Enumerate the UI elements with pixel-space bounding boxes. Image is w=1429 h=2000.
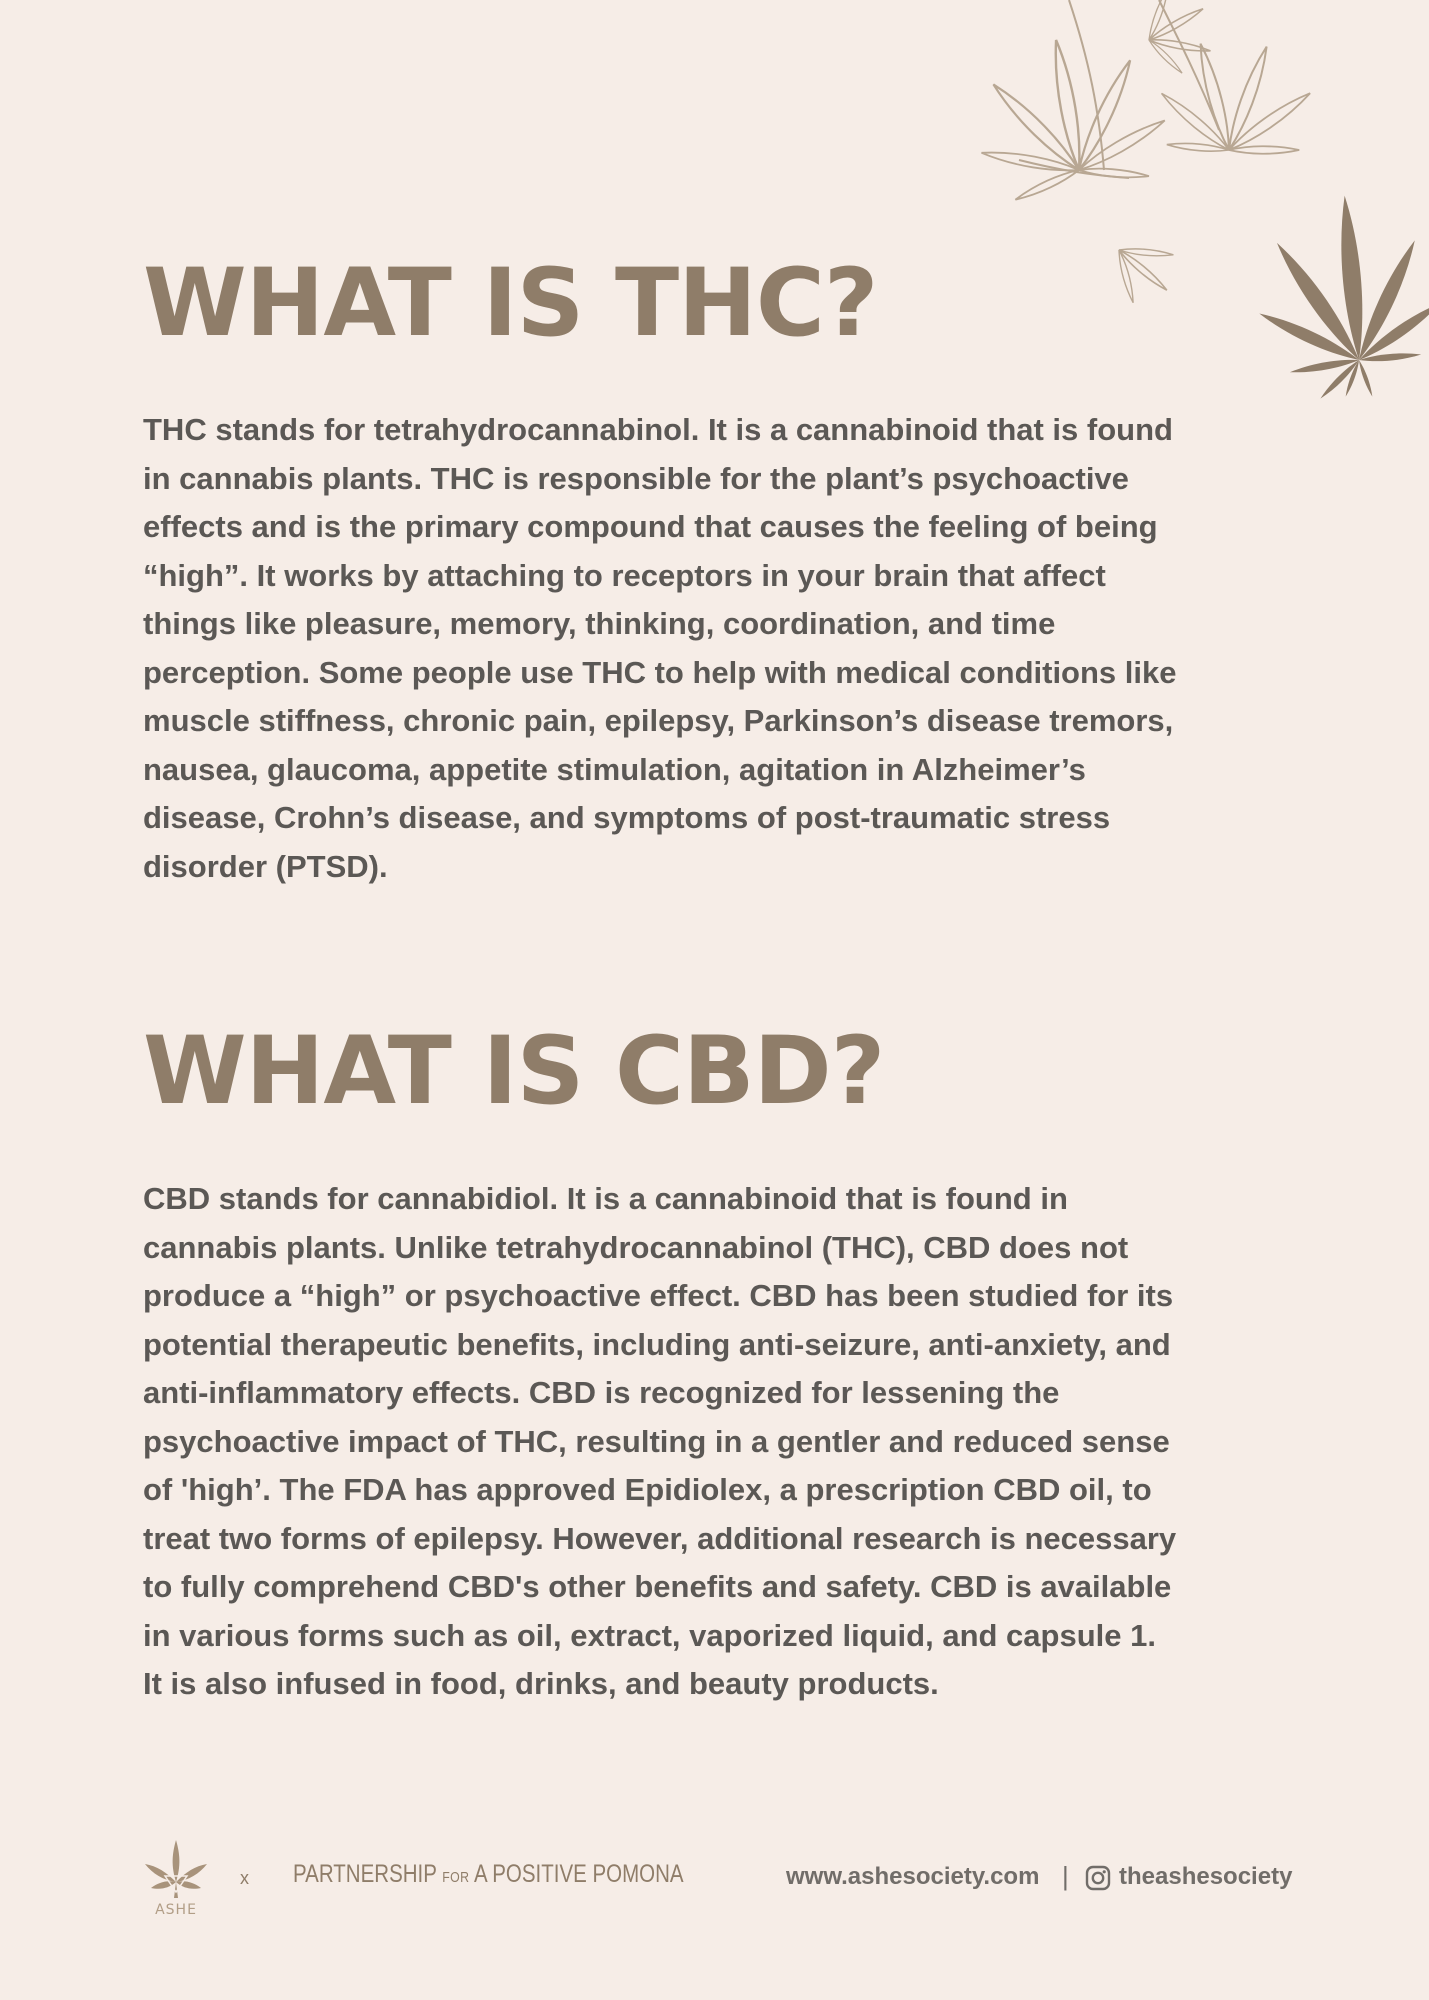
- collaboration-x: x: [240, 1868, 249, 1888]
- instagram-handle-link[interactable]: theashesociety: [1119, 1863, 1293, 1890]
- thc-heading: WHAT IS THC?: [143, 249, 878, 358]
- partner-text-part1: PARTNERSHIP: [293, 1860, 443, 1888]
- outline-leaf-group: [981, 0, 1314, 303]
- footer: [0, 1830, 1429, 1930]
- cbd-paragraph: CBD stands for cannabidiol. It is a cannabinoid that is found in cannabis plants. Unlike tetrahydrocannabinol (THC), CBD does not produce a “high” or psychoactive effect. CBD has been studied for its potential therapeutic benefits, including anti-seizure, anti-anxiety, and anti-inflammatory effects. CBD is recognized for lessening the psychoactive impact of THC, resulting in a gentler and reduced sense of 'high’. The FDA has approved Epidiolex, a prescription CBD oil, to treat two forms of epilepsy. However, additional research is necessary to fully comprehend CBD's other benefits and safety. CBD is available in various forms such as oil, extract, vaporized liquid, and capsule 1. It is also infused in food, drinks, and beauty products.: [143, 1181, 1177, 1701]
- partner-text-for: FOR: [442, 1869, 470, 1886]
- partner-text-part2: A POSITIVE POMONA: [469, 1860, 684, 1888]
- thc-paragraph: THC stands for tetrahydrocannabinol. It is a cannabinoid that is found in cannabis plants. THC is responsible for the plant’s psychoactive effects and is the primary compound that causes the feeling of being “high”. It works by attaching to receptors in your brain that affect things like pleasure, memory, thinking, coordination, and time perception. Some people use THC to help with medical conditions like muscle stiffness, chronic pain, epilepsy, Parkinson’s disease tremors, nausea, glaucoma, appetite stimulation, agitation in Alzheimer’s disease, Crohn’s disease, and symptoms of post-traumatic stress disorder (PTSD).: [143, 412, 1177, 884]
- instagram-icon[interactable]: [1085, 1865, 1111, 1891]
- partner-logo-text: [293, 1860, 684, 1889]
- ashe-logo-text: ASHE: [155, 1902, 197, 1918]
- cbd-heading: WHAT IS CBD?: [143, 1017, 885, 1126]
- footer-separator: |: [1062, 1861, 1069, 1891]
- website-link[interactable]: www.ashesociety.com: [786, 1863, 1040, 1890]
- solid-leaf-group: [1257, 195, 1429, 401]
